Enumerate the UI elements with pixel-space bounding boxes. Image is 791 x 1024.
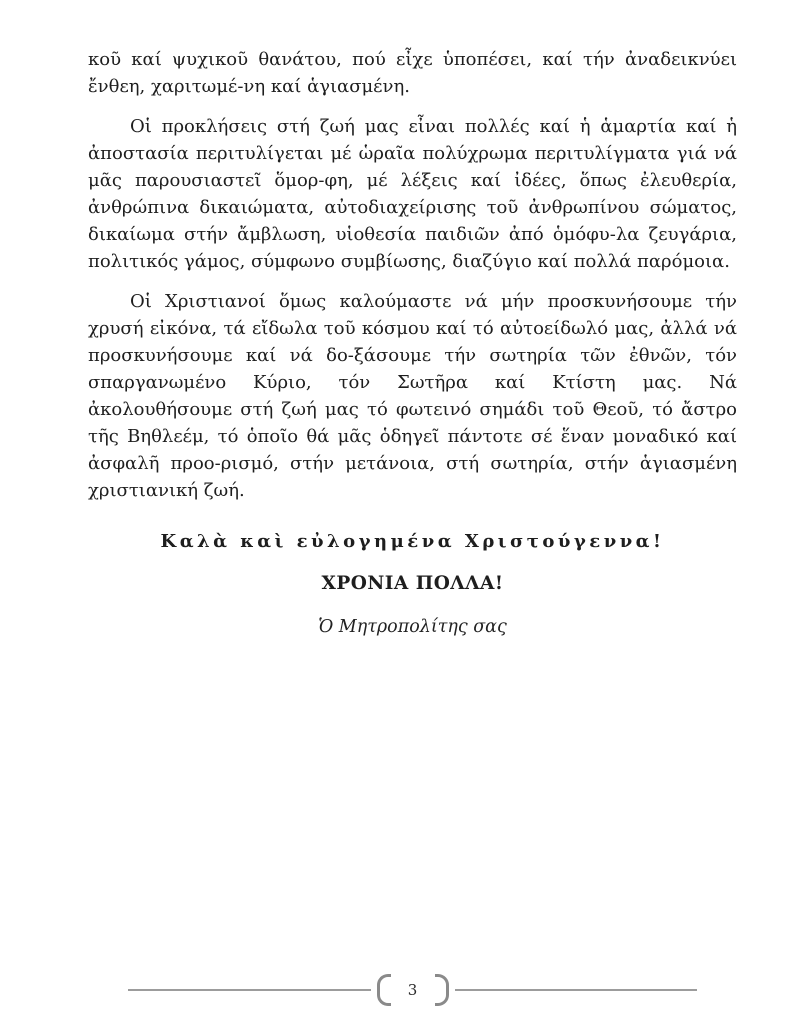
footer-rule-right — [455, 989, 698, 991]
body-paragraph-1: κοῦ καί ψυχικοῦ θανάτου, πού εἶχε ὑποπέσει, καί τήν ἀναδεικνύει ἔνθεη, χαριτωμέ-νη καί ἁγιασμένη. — [88, 49, 737, 97]
right-bracket-ornament — [435, 974, 449, 1006]
left-bracket-ornament — [377, 974, 391, 1006]
chronia-polla-wish: ΧΡΟΝΙΑ ΠΟΛΛΑ! — [321, 573, 504, 594]
christmas-greeting: Καλὰ καὶ εὐλογημένα Χριστούγεννα! — [160, 531, 665, 552]
page-footer — [128, 974, 697, 1006]
metropolitan-signature: Ὁ Μητροπολίτης σας — [318, 617, 507, 637]
page-content — [88, 46, 737, 639]
body-paragraph-2: Οἱ προκλήσεις στή ζωή μας εἶναι πολλές καί ἡ ἁμαρτία καί ἡ ἀποστασία περιτυλίγεται μέ ὡραῖα πολύχρωμα περιτυλίγματα γιά νά μᾶς παρουσιαστεῖ ὅμορ-φη, μέ λέξεις καί ἰδέες, ὅπως ἐλευθερία, ἀνθρώπινα δικαιώματα, αὐτοδιαχείρισης τοῦ ἀνθρωπίνου σώματος, δικαίωμα στήν ἄμβλωση, υἱοθεσία παιδιῶν ἀπό ὁμόφυ-λα ζευγάρια, πολιτικός γάμος, σύμφωνο συμβίωσης, διαζύγιο καί πολλά παρόμοια. — [88, 116, 737, 272]
footer-rule-left — [128, 989, 371, 991]
body-paragraph-3: Οἱ Χριστιανοί ὅμως καλούμαστε νά μήν προσκυνήσουμε τήν χρυσή εἰκόνα, τά εἴδωλα τοῦ κόσμου καί τό αὐτοείδωλό μας, ἀλλά νά προσκυνήσουμε καί νά δο-ξάσουμε τήν σωτηρία τῶν ἐθνῶν, τόν σπαργανωμένο Κύριο, τόν Σωτῆρα καί Κτίστη μας. Νά ἀκολουθήσουμε στή ζωή μας τό φωτεινό σημάδι τοῦ Θεοῦ, τό ἄστρο τῆς Βηθλεέμ, τό ὁποῖο θά μᾶς ὁδηγεῖ πάντοτε σέ ἕναν μοναδικό καί ἀσφαλῆ προο-ρισμό, στήν μετάνοια, στή σωτηρία, στήν ἁγιασμένη χριστιανική ζωή. — [88, 291, 737, 501]
page-number: 3 — [407, 981, 418, 999]
